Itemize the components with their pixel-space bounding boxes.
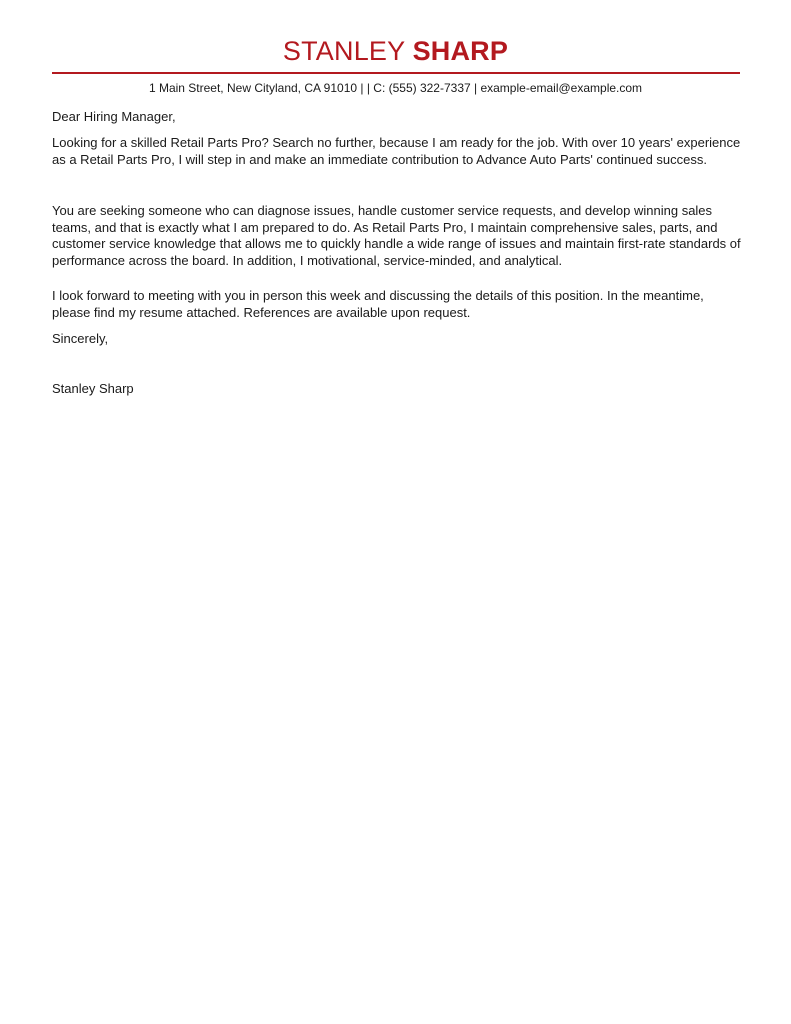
closing: Sincerely, [52, 331, 109, 346]
salutation: Dear Hiring Manager, [52, 109, 176, 124]
applicant-last-name: SHARP [412, 36, 509, 66]
letter-paragraph-intro: Looking for a skilled Retail Parts Pro? Search no further, because I am ready for the job. With over 10 years' experience as a Retail Parts Pro, I will step in and make an immediate contribution to Advance Auto Parts' continued success. [52, 135, 741, 167]
applicant-name [0, 34, 791, 68]
letter-paragraph-closing: I look forward to meeting with you in person this week and discussing the details of this position. In the meantime, please find my resume attached. References are available upon request. [52, 288, 704, 320]
letter-paragraph-qualifications: You are seeking someone who can diagnose issues, handle customer service requests, and develop winning sales teams, and that is exactly what I am prepared to do. As Retail Parts Pro, I maintain comprehensive sales, parts, and customer service knowledge that allows me to quickly handle a wide range of issues and maintain first-rate standards of performance across the board. In addition, I motivational, service-minded, and analytical. [52, 203, 741, 268]
contact-info: 1 Main Street, New Cityland, CA 91010 | | C: (555) 322-7337 | example-email@example.com [148, 81, 643, 95]
signature-name: Stanley Sharp [52, 381, 134, 396]
applicant-first-name: STANLEY [282, 36, 405, 66]
header-divider [52, 72, 740, 74]
